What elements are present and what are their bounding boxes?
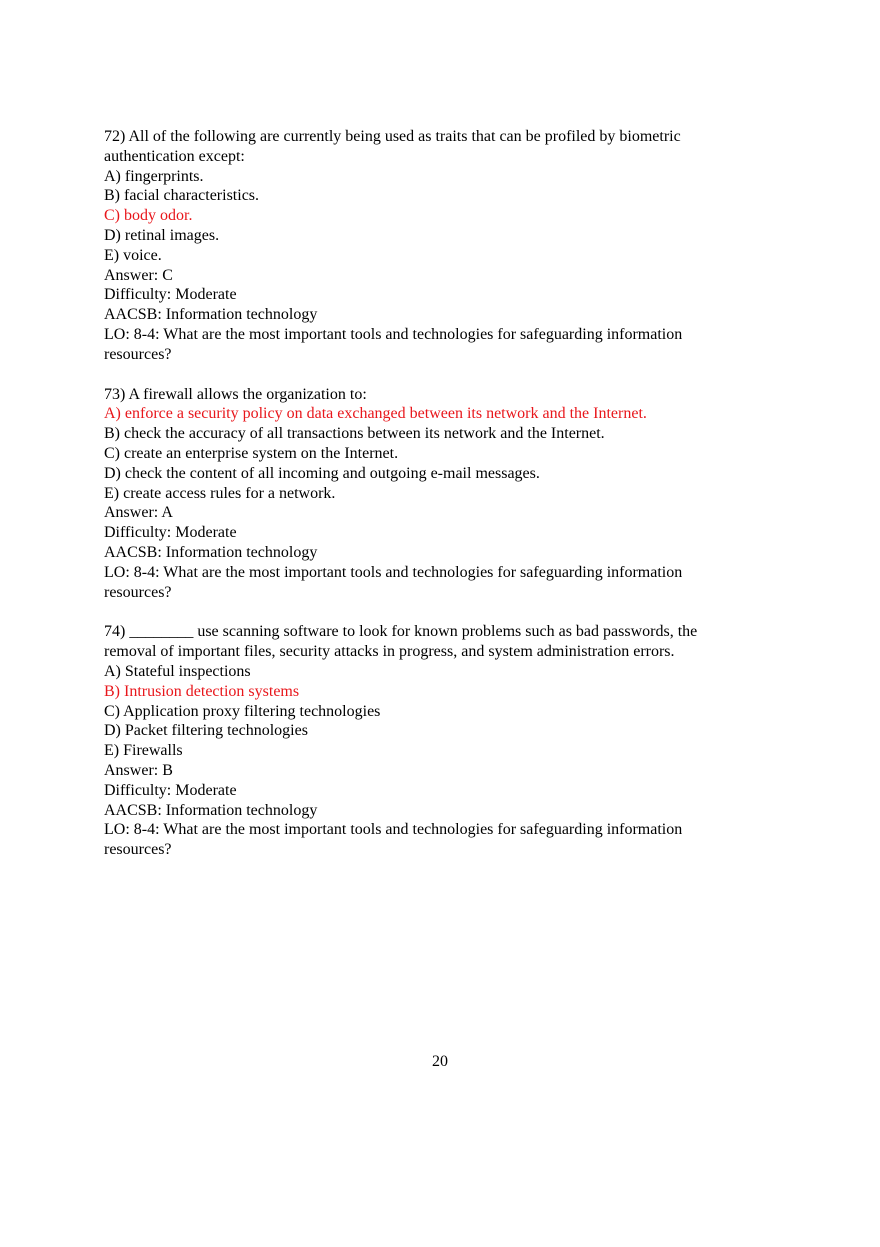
aacsb: AACSB: Information technology: [104, 801, 318, 819]
answer-option-d: D) check the content of all incoming and outgoing e-mail messages.: [104, 464, 540, 482]
answer-option-c-correct: C) body odor.: [104, 207, 193, 225]
learning-objective-line: LO: 8-4: What are the most important tools and technologies for safeguarding information: [104, 821, 683, 839]
learning-objective-line: resources?: [104, 345, 172, 363]
answer-option-e: E) create access rules for a network.: [104, 484, 336, 502]
difficulty: Difficulty: Moderate: [104, 286, 237, 304]
answer-option-a: A) Stateful inspections: [104, 662, 251, 680]
answer-key: Answer: A: [104, 504, 173, 522]
difficulty: Difficulty: Moderate: [104, 781, 237, 799]
question-73: [104, 385, 764, 603]
answer-option-e: E) Firewalls: [104, 742, 183, 760]
answer-option-d: D) Packet filtering technologies: [104, 722, 308, 740]
answer-option-b-correct: B) Intrusion detection systems: [104, 682, 300, 700]
question-74: [104, 622, 764, 860]
answer-option-b: B) facial characteristics.: [104, 187, 260, 205]
question-stem-line: 73) A firewall allows the organization to:: [104, 385, 367, 403]
learning-objective-line: LO: 8-4: What are the most important tools and technologies for safeguarding information: [104, 325, 683, 343]
answer-option-a-correct: A) enforce a security policy on data exchanged between its network and the Internet.: [104, 405, 647, 423]
learning-objective-line: resources?: [104, 583, 172, 601]
learning-objective-line: resources?: [104, 841, 172, 859]
answer-key: Answer: C: [104, 266, 173, 284]
answer-key: Answer: B: [104, 761, 173, 779]
question-stem-line: 72) All of the following are currently being used as traits that can be profiled by biometric: [104, 128, 681, 145]
answer-option-d: D) retinal images.: [104, 226, 220, 244]
answer-option-c: C) Application proxy filtering technologies: [104, 702, 381, 720]
question-72: [104, 127, 764, 365]
learning-objective-line: LO: 8-4: What are the most important tools and technologies for safeguarding information: [104, 563, 683, 581]
answer-option-a: A) fingerprints.: [104, 167, 204, 185]
answer-option-b: B) check the accuracy of all transactions between its network and the Internet.: [104, 425, 605, 443]
question-stem-line: 74) ________ use scanning software to look for known problems such as bad passwords, the: [104, 623, 698, 641]
aacsb: AACSB: Information technology: [104, 543, 318, 561]
aacsb: AACSB: Information technology: [104, 306, 318, 324]
page-content: [104, 127, 764, 860]
answer-option-c: C) create an enterprise system on the Internet.: [104, 444, 399, 462]
question-stem-line: authentication except:: [104, 147, 245, 165]
difficulty: Difficulty: Moderate: [104, 524, 237, 542]
answer-option-e: E) voice.: [104, 246, 162, 264]
question-stem-line: removal of important files, security attacks in progress, and system administration errors.: [104, 643, 675, 661]
page-number: 20: [432, 1053, 448, 1070]
